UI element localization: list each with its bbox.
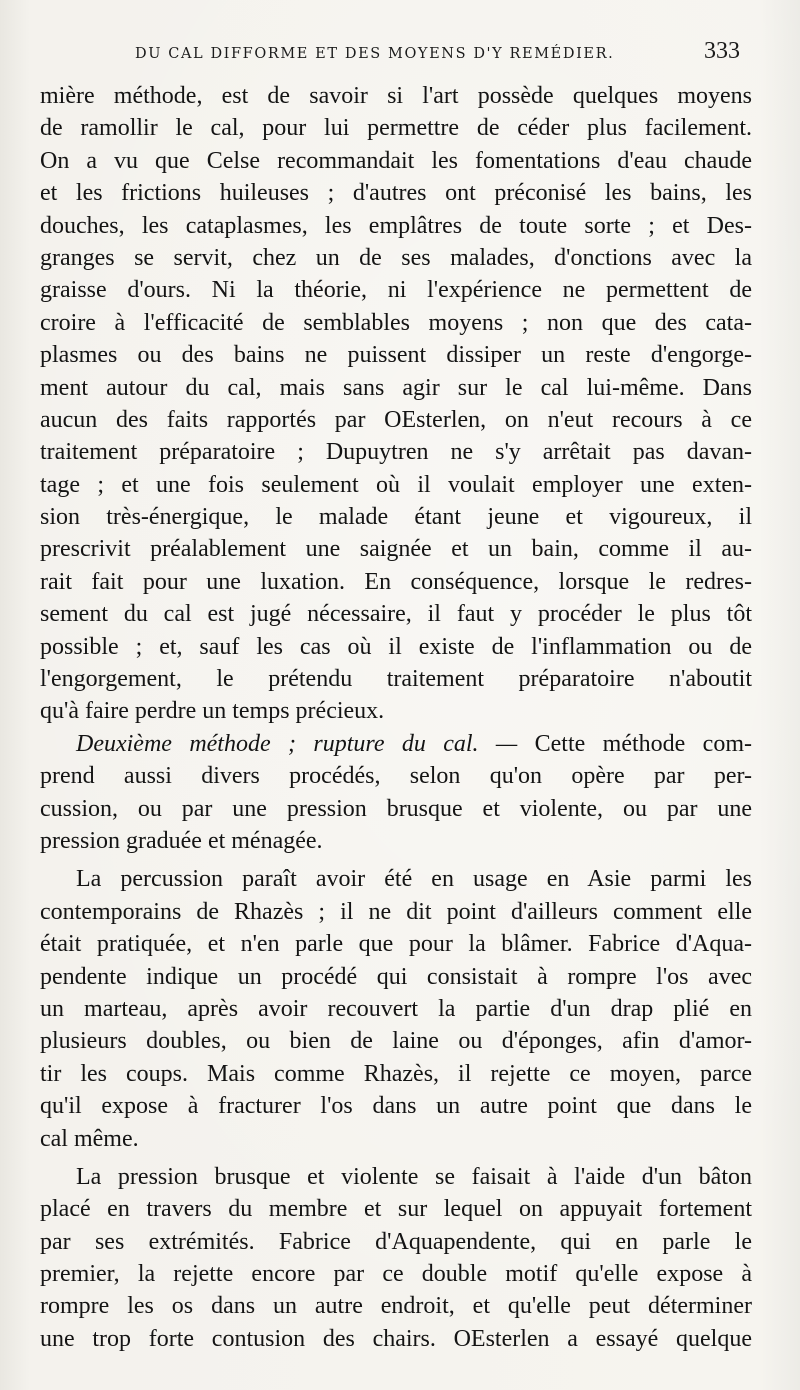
text-line: pendente indique un procédé qui consistait à rompre l'os avec <box>40 963 752 990</box>
text-line: cussion, ou par une pression brusque et violente, ou par une <box>40 795 752 822</box>
text-line: ment autour du cal, mais sans agir sur le cal lui-même. Dans <box>40 374 752 401</box>
text-line: La percussion paraît avoir été en usage en Asie parmi les <box>76 866 752 893</box>
text-line: On a vu que Celse recommandait les fomentations d'eau chaude <box>40 147 752 174</box>
text-line: rait fait pour une luxation. En conséquence, lorsque le redres- <box>40 568 752 595</box>
text-line: traitement préparatoire ; Dupuytren ne s'y arrêtait pas davan- <box>40 439 752 466</box>
text-line: une trop forte contusion des chairs. OEsterlen a essayé quelque <box>40 1325 752 1352</box>
text-line: douches, les cataplasmes, les emplâtres de toute sorte ; et Des- <box>40 212 752 239</box>
text-line: prescrivit préalablement une saignée et un bain, comme il au- <box>40 536 752 563</box>
text-line: rompre les os dans un autre endroit, et qu'elle peut déterminer <box>40 1293 752 1320</box>
text-fragment: Cette méthode com- <box>534 730 752 757</box>
running-title: DU CAL DIFFORME ET DES MOYENS D'Y REMÉDIER. <box>135 46 615 62</box>
text-line: contemporains de Rhazès ; il ne dit point d'ailleurs comment elle <box>40 898 752 925</box>
text-line: graisse d'ours. Ni la théorie, ni l'expérience ne permettent de <box>40 277 752 304</box>
body-text <box>40 80 752 1355</box>
text-line: et les frictions huileuses ; d'autres ont préconisé les bains, les <box>40 180 752 207</box>
text-line: qu'il expose à fracturer l'os dans un autre point que dans le <box>40 1093 752 1120</box>
text-line: plasmes ou des bains ne puissent dissiper un reste d'engorge- <box>40 342 752 369</box>
page-header <box>0 36 800 70</box>
text-line: mière méthode, est de savoir si l'art possède quelques moyens <box>40 83 752 109</box>
text-line: La pression brusque et violente se faisait à l'aide d'un bâton <box>76 1163 752 1190</box>
text-line: un marteau, après avoir recouvert la partie d'un drap plié en <box>40 995 752 1022</box>
text-line: tir les coups. Mais comme Rhazès, il rejette ce moyen, parce <box>40 1060 752 1087</box>
text-line: possible ; et, sauf les cas où il existe de l'inflammation ou de <box>40 633 752 660</box>
text-line: plusieurs doubles, ou bien de laine ou d'éponges, afin d'amor- <box>40 1028 752 1055</box>
text-line: l'engorgement, le prétendu traitement préparatoire n'aboutit <box>40 666 752 693</box>
text-line-with-heading <box>40 728 752 760</box>
text-line: était pratiquée, et n'en parle que pour la blâmer. Fabrice d'Aqua- <box>40 931 752 958</box>
text-line: qu'à faire perdre un temps précieux. <box>40 698 385 725</box>
text-line: pression graduée et ménagée. <box>40 827 323 854</box>
text-line: par ses extrémités. Fabrice d'Aquapendente, qui en parle le <box>40 1228 752 1255</box>
text-line: tage ; et une fois seulement où il voulait employer une exten- <box>40 471 752 498</box>
text-line: de ramollir le cal, pour lui permettre de céder plus facilement. <box>40 115 752 142</box>
text-line: aucun des faits rapportés par OEsterlen, on n'eut recours à ce <box>40 406 752 433</box>
page-number: 333 <box>704 38 740 64</box>
text-line: placé en travers du membre et sur lequel on appuyait fortement <box>40 1196 752 1223</box>
text-line: premier, la rejette encore par ce double motif qu'elle expose à <box>40 1261 752 1288</box>
text-line: croire à l'efficacité de semblables moyens ; non que des cata- <box>40 309 752 336</box>
text-line: prend aussi divers procédés, selon qu'on opère par per- <box>40 763 752 790</box>
text-line: granges se servit, chez un de ses malades, d'onctions avec la <box>40 244 752 271</box>
text-line: sement du cal est jugé nécessaire, il faut y procéder le plus tôt <box>40 601 752 628</box>
text-line: sion très-énergique, le malade étant jeune et vigoureux, il <box>40 504 752 531</box>
text-line: cal même. <box>40 1125 139 1152</box>
section-heading: Deuxième méthode ; rupture du cal. — <box>76 730 518 757</box>
